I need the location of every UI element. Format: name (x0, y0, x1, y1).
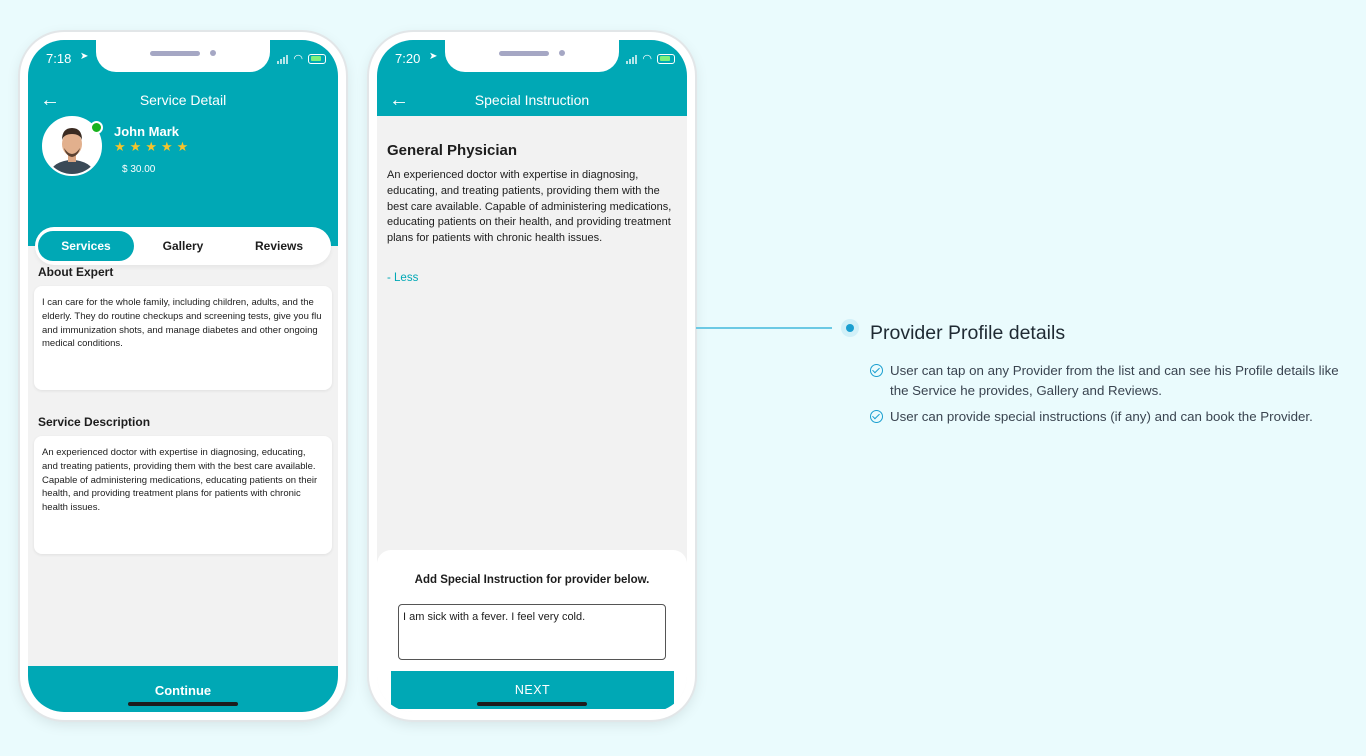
speaker-grill (499, 51, 549, 56)
phone-screen (28, 40, 338, 712)
about-expert-card: I can care for the whole family, including children, adults, and the elderly. They do routine checkups and screening tests, give you flu and immunization shots, and manage diabetes and other ongoing medical conditions. (34, 286, 332, 390)
feature-bullet-icon (841, 319, 859, 337)
show-less-link[interactable]: - Less (387, 272, 419, 284)
about-expert-title: About Expert (38, 265, 114, 279)
provider-price: $ 30.00 (122, 164, 156, 175)
check-circle-icon (870, 364, 883, 377)
back-arrow-icon[interactable]: ← (389, 89, 409, 111)
profile-tabs (35, 227, 331, 265)
next-button[interactable]: NEXT (391, 671, 674, 709)
status-time: 7:20 (395, 51, 421, 66)
camera-dot (210, 50, 216, 56)
home-indicator (477, 702, 587, 706)
star-icon: ★ (129, 139, 146, 154)
signal-icon (277, 54, 288, 64)
screen-title: Service Detail (139, 92, 227, 108)
phone-notch (96, 40, 270, 72)
speaker-grill (150, 51, 200, 56)
location-arrow-icon: ➤ (429, 51, 438, 62)
star-icon: ★ (145, 139, 161, 154)
screen-title: Special Instruction (474, 92, 590, 108)
status-time: 7:18 (46, 51, 72, 66)
instruction-label: Add Special Instruction for provider below. (414, 574, 650, 586)
connector-line (696, 327, 832, 329)
phone-service-detail (20, 32, 346, 720)
feature-point-text: User can provide special instructions (if any) and can book the Provider. (890, 409, 1313, 424)
feature-list (870, 361, 1350, 433)
rating-stars (114, 139, 192, 155)
special-instruction-input[interactable] (398, 604, 666, 660)
service-heading: General Physician (387, 142, 518, 159)
instruction-panel (377, 550, 687, 712)
phone-screen (377, 40, 687, 712)
provider-name: John Mark (114, 124, 180, 139)
location-arrow-icon: ➤ (80, 51, 89, 62)
home-indicator (128, 702, 238, 706)
service-description-title: Service Description (38, 415, 151, 429)
continue-button[interactable]: Continue (28, 666, 338, 712)
star-icon: ★ (114, 139, 130, 154)
tab-reviews[interactable]: Reviews (254, 239, 304, 253)
online-status-dot (90, 121, 103, 134)
tab-gallery[interactable]: Gallery (162, 239, 204, 253)
signal-icon (626, 54, 637, 64)
service-body-text: An experienced doctor with expertise in diagnosing, educating, and treating patients, providing them with the best care available. Capable of administering medications, educating patients on their health, and providing treatment plans for patients with chronic health issues. (387, 169, 672, 245)
feature-title: Provider Profile details (870, 322, 1066, 344)
check-circle-icon (870, 410, 883, 423)
star-icon: ★ (176, 139, 193, 154)
star-icon: ★ (160, 139, 177, 154)
battery-icon (657, 54, 675, 64)
camera-dot (559, 50, 565, 56)
phone-special-instruction (369, 32, 695, 720)
phone-notch (445, 40, 619, 72)
feature-point (870, 407, 1350, 427)
tab-services[interactable]: Services (38, 231, 134, 261)
wifi-icon: ◠ (642, 53, 652, 65)
feature-point (870, 361, 1350, 401)
feature-point-text: User can tap on any Provider from the list and can see his Profile details like the Service he provides, Gallery and Reviews. (890, 363, 1339, 398)
back-arrow-icon[interactable]: ← (40, 89, 60, 111)
service-description-card: An experienced doctor with expertise in diagnosing, educating, and treating patients, providing them with the best care available. Capable of administering medications, educating patients on their health, and providing treatment plans for patients with chronic health issues. (34, 436, 332, 554)
wifi-icon: ◠ (293, 53, 303, 65)
battery-icon (308, 54, 326, 64)
